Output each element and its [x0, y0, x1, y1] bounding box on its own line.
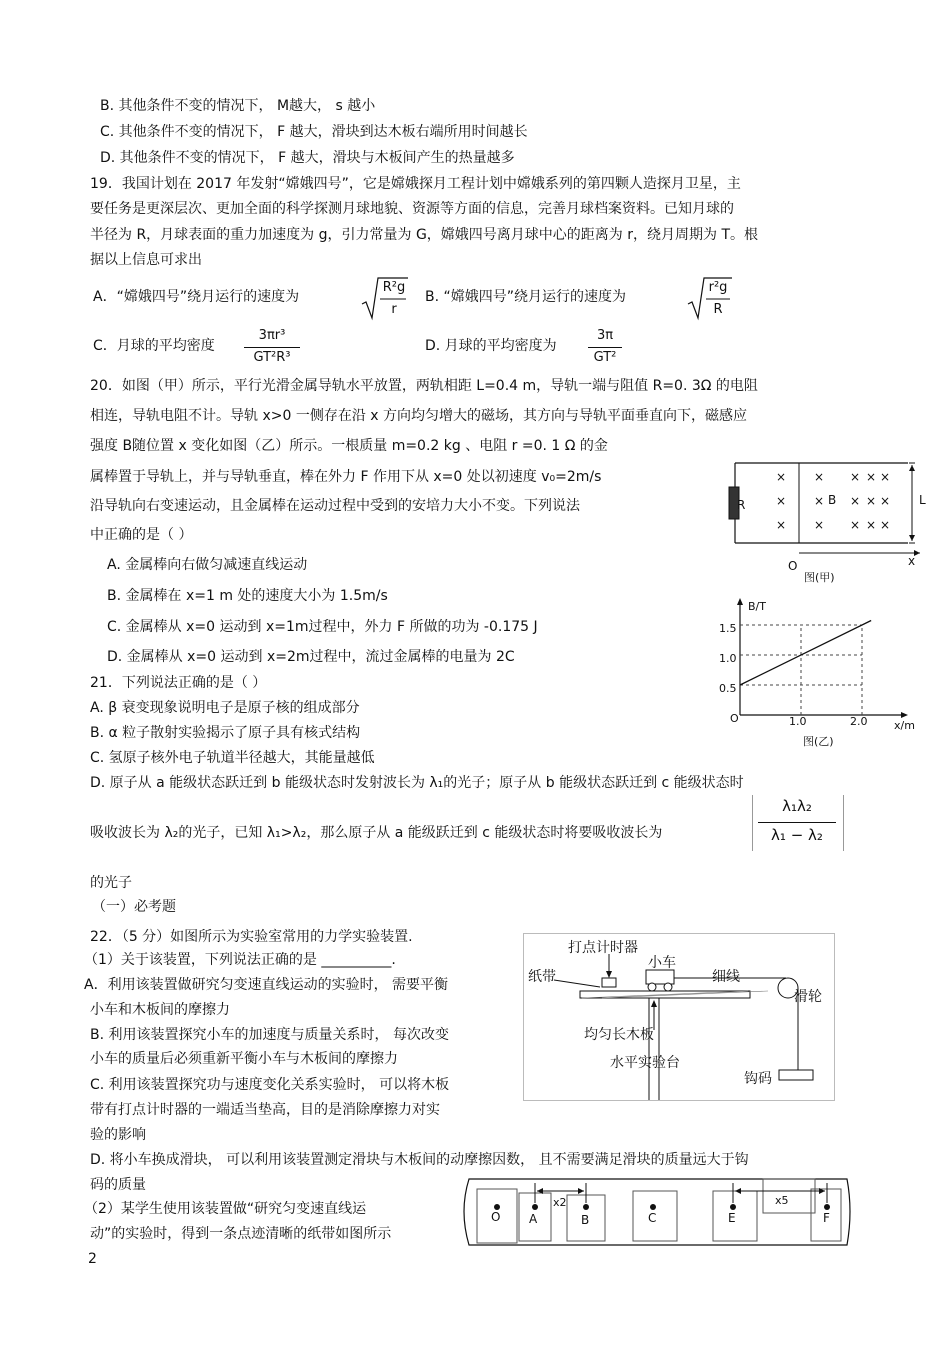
q19-option-d: D. 月球的平均密度为	[425, 338, 557, 354]
tape-point-c: C	[648, 1211, 657, 1225]
q19-option-c: C．月球的平均密度	[93, 338, 215, 354]
q19-stem-line4: 据以上信息可求出	[90, 252, 202, 268]
field-cross: ×	[776, 518, 787, 532]
q21-option-d-line2: 吸收波长为 λ₂的光子，已知 λ₁>λ₂，那么原子从 a 能级跃迁到 c 能级状态时将要吸收波长为	[90, 825, 663, 841]
section-title: （一）必考题	[92, 899, 176, 915]
q19-d-denominator: GT²	[593, 350, 617, 365]
q22-stem: 22．（5 分）如图所示为实验室常用的力学实验装置.	[90, 929, 413, 945]
q20-option-a: A. 金属棒向右做匀减速直线运动	[107, 557, 308, 573]
q21-option-a: A. β 衰变现象说明电子是原子核的组成部分	[90, 700, 360, 716]
y-tick-label: 1.5	[719, 622, 737, 635]
tape-point-e: E	[728, 1211, 736, 1225]
q22-option-c-line3: 验的影响	[90, 1127, 146, 1143]
label-timer: 打点计时器	[568, 940, 638, 956]
fig-jia-caption: 图(甲)	[804, 571, 835, 584]
tape-label-x5: x5	[775, 1194, 789, 1207]
q19-option-a: A．“嫦娥四号”绕月运行的速度为	[93, 289, 300, 305]
q21-stem: 21．下列说法正确的是（ ）	[90, 675, 267, 691]
fig-jia-field-label: B	[828, 493, 837, 507]
field-cross: ×	[776, 494, 787, 508]
fig-jia-x-label: x	[908, 554, 916, 568]
label-pulley: 滑轮	[794, 989, 822, 1005]
field-cross: ×	[850, 518, 861, 532]
q20-stem-line6: 中正确的是（ ）	[90, 527, 193, 543]
field-cross: ×	[850, 470, 861, 484]
field-cross: ×	[814, 518, 825, 532]
q20-option-c: C. 金属棒从 x=0 运动到 x=1m过程中，外力 F 所做的功为 -0.175 J	[107, 619, 538, 635]
q19-b-numerator: r²g	[708, 280, 728, 295]
fig-yi-xlabel: x/m	[894, 719, 915, 732]
q21-d-fraction-bar	[758, 822, 836, 823]
tape-point-b: B	[581, 1213, 590, 1227]
tape-point-o: O	[491, 1210, 501, 1224]
tape-point-a: A	[529, 1212, 538, 1226]
q21-option-d-line1: D. 原子从 a 能级状态跃迁到 b 能级状态时发射波长为 λ₁的光子；原子从 b 能级状态跃迁到 c 能级状态时	[90, 775, 744, 791]
fig-yi-origin: O	[730, 712, 739, 725]
label-car: 小车	[648, 955, 676, 971]
q19-b-denominator: R	[713, 302, 723, 317]
q20-stem-line4: 属棒置于导轨上，并与导轨垂直，棒在外力 F 作用下从 x=0 处以初速度 v₀=2m/s	[90, 469, 602, 485]
q22-part2-line1: （2）某学生使用该装置做“研究匀变速直线运	[84, 1201, 367, 1217]
field-cross: ×	[866, 518, 877, 532]
x-tick-label: 1.0	[789, 715, 807, 728]
field-cross: ×	[850, 494, 861, 508]
tape-point-f: F	[823, 1211, 830, 1225]
fig-jia-resistor-label: R	[737, 498, 746, 512]
page-number: 2	[88, 1251, 97, 1267]
fig-yi-ylabel: B/T	[748, 600, 766, 613]
q18-option-b: B. 其他条件不变的情况下， M越大， s 越小	[100, 98, 376, 114]
q22-option-a-line2: 小车和木板间的摩擦力	[90, 1002, 230, 1018]
q19-c-numerator: 3πr³	[258, 328, 286, 343]
q21-option-b: B. α 粒子散射实验揭示了原子具有核式结构	[90, 725, 361, 741]
field-cross: ×	[776, 470, 787, 484]
q22-option-a-line1: A．利用该装置做研究匀变速直线运动的实验时， 需要平衡	[84, 977, 449, 993]
q20-option-d: D. 金属棒从 x=0 运动到 x=2m过程中，流过金属棒的电量为 2C	[107, 649, 515, 665]
q21-d-numerator: λ₁λ₂	[782, 797, 812, 815]
apparatus-drawing	[524, 934, 834, 1100]
field-cross: ×	[880, 494, 891, 508]
q18-option-d: D. 其他条件不变的情况下， F 越大，滑块与木板间产生的热量越多	[100, 150, 515, 166]
fig-jia-origin-label: O	[788, 559, 798, 573]
fig-jia-width-label: L	[919, 493, 926, 507]
q19-c-denominator: GT²R³	[253, 350, 291, 365]
q22-option-d-line1: D. 将小车换成滑块， 可以利用该装置测定滑块与木板间的动摩擦因数， 且不需要满足滑块的质量远大于钩	[90, 1152, 749, 1168]
field-cross: ×	[880, 470, 891, 484]
q19-stem-line2: 要任务是更深层次、更加全面的科学探测月球地貌、资源等方面的信息，完善月球档案资料。已知月球的	[90, 201, 734, 217]
q22-option-b-line2: 小车的质量后必须重新平衡小车与木板间的摩擦力	[90, 1051, 398, 1067]
q19-a-numerator: R²g	[382, 280, 406, 295]
q18-option-c: C. 其他条件不变的情况下， F 越大，滑块到达木板右端所用时间越长	[100, 124, 528, 140]
q20-stem-line5: 沿导轨向右变速运动，且金属棒在运动过程中受到的安培力大小不变。下列说法	[90, 498, 580, 514]
q20-stem-line3: 强度 B随位置 x 变化如图（乙）所示。一根质量 m=0.2 kg 、电阻 r =0. 1 Ω 的金	[90, 438, 608, 454]
q22-option-c-line2: 带有打点计时器的一端适当垫高，目的是消除摩擦力对实	[90, 1102, 440, 1118]
q22-part1: （1）关于该装置，下列说法正确的是 __________.	[84, 952, 396, 968]
q22-part2-line2: 动”的实验时，得到一条点迹清晰的纸带如图所示	[90, 1226, 392, 1242]
tape-label-x2: x2	[553, 1196, 567, 1209]
q19-c-fraction-bar	[244, 347, 300, 348]
label-table: 水平实验台	[610, 1055, 680, 1071]
b-vs-x-line	[740, 621, 871, 686]
q21-option-c: C. 氢原子核外电子轨道半径越大，其能量越低	[90, 750, 375, 766]
y-tick-label: 1.0	[719, 652, 737, 665]
label-string: 细线	[712, 969, 740, 985]
y-tick-label: 0.5	[719, 682, 737, 695]
q19-a-denominator: r	[391, 302, 397, 317]
q21-d-denominator: λ₁ − λ₂	[771, 826, 823, 844]
field-cross: ×	[880, 518, 891, 532]
label-hook-weight: 钩码	[744, 1071, 772, 1087]
q20-stem-line1: 20．如图（甲）所示，平行光滑金属导轨水平放置，两轨相距 L=0.4 m，导轨一端与阻值 R=0. 3Ω 的电阻	[90, 378, 758, 394]
x-tick-label: 2.0	[850, 715, 868, 728]
q21-option-d-line3: 的光子	[90, 875, 132, 891]
q19-stem-line3: 半径为 R，月球表面的重力加速度为 g，引力常量为 G，嫦娥四号离月球中心的距离为 r，绕月周期为 T。根	[90, 227, 759, 243]
q20-option-b: B. 金属棒在 x=1 m 处的速度大小为 1.5m/s	[107, 588, 388, 604]
q19-d-fraction-bar	[588, 347, 622, 348]
fig-yi-caption: 图(乙)	[803, 735, 834, 748]
q19-option-b: B. “嫦娥四号”绕月运行的速度为	[425, 289, 627, 305]
field-cross: ×	[866, 470, 877, 484]
q22-option-d-line2: 码的质量	[90, 1177, 146, 1193]
field-cross: ×	[814, 494, 825, 508]
q22-option-c-line1: C. 利用该装置探究功与速度变化关系实验时， 可以将木板	[90, 1077, 450, 1093]
q19-stem-line1: 19．我国计划在 2017 年发射“嫦娥四号”，它是嫦娥探月工程计划中嫦娥系列的第四颗人造探月卫星，主	[90, 176, 741, 192]
label-tape: 纸带	[528, 969, 556, 985]
field-cross: ×	[866, 494, 877, 508]
q19-d-numerator: 3π	[596, 328, 614, 343]
apparatus-figure	[523, 933, 835, 1101]
field-cross: ×	[814, 470, 825, 484]
label-board: 均匀长木板	[584, 1027, 654, 1043]
q20-stem-line2: 相连，导轨电阻不计。导轨 x>0 一侧存在沿 x 方向均匀增大的磁场，其方向与导轨平面垂直向下，磁感应	[90, 408, 748, 424]
q22-option-b-line1: B. 利用该装置探究小车的加速度与质量关系时， 每次改变	[90, 1027, 449, 1043]
